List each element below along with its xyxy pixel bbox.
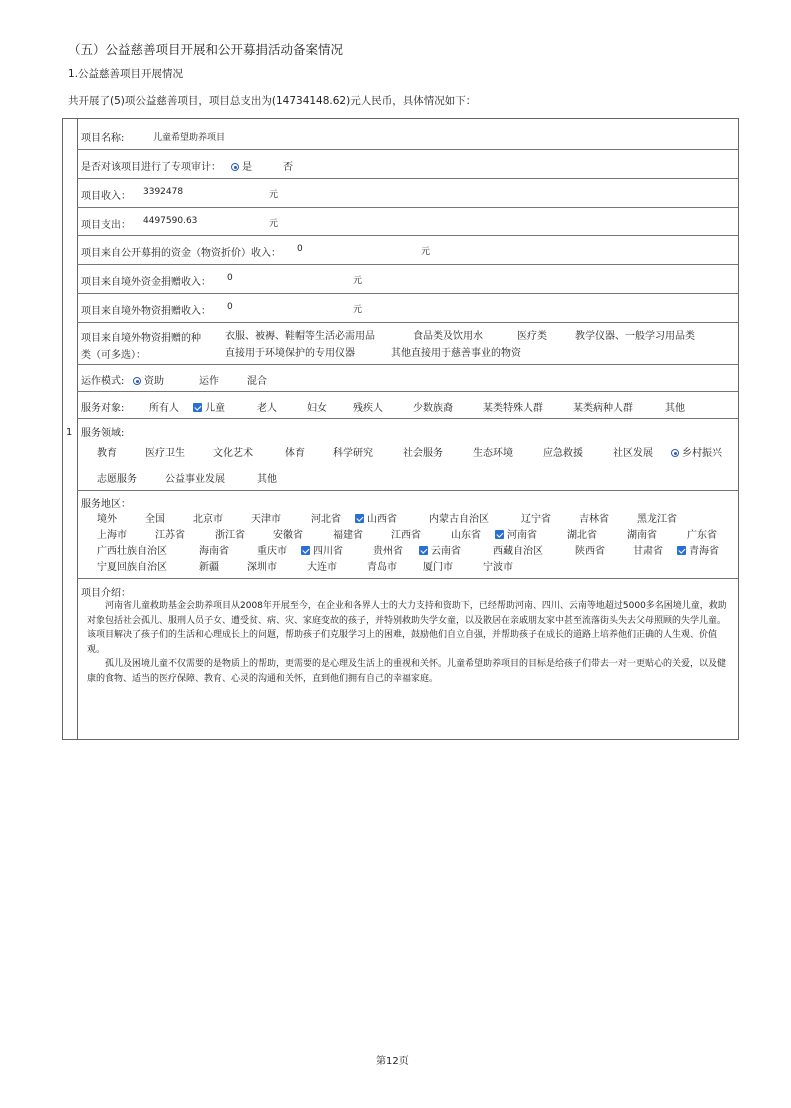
checkbox-checked-icon	[495, 530, 504, 539]
goods-option-env[interactable]: 直接用于环境保护的专用仪器	[225, 348, 355, 359]
region-shenzhen[interactable]: 深圳市	[247, 562, 277, 573]
income-value: 3392478	[143, 187, 184, 197]
row-public-fund	[77, 235, 738, 265]
region-xiamen[interactable]: 厦门市	[423, 562, 453, 573]
region-shanxi[interactable]: 山西省	[355, 510, 397, 525]
target-children[interactable]: 儿童	[193, 399, 225, 414]
region-hainan[interactable]: 海南省	[199, 546, 229, 557]
row-expense	[77, 207, 738, 236]
row-region	[77, 490, 738, 579]
region-yunnan[interactable]: 云南省	[419, 542, 461, 557]
public-fund-label: 项目来自公开募捐的资金（物资折价）收入：	[81, 248, 281, 259]
region-national[interactable]: 全国	[145, 514, 165, 525]
mode-option-mixed[interactable]: 混合	[247, 376, 267, 387]
field-medical[interactable]: 医疗卫生	[145, 448, 185, 459]
radio-selected-icon	[671, 449, 679, 457]
region-fujian[interactable]: 福建省	[333, 530, 363, 541]
intro-paragraph-1: 河南省儿童救助基金会助养项目从2008年开展至今，在企业和各界人士的大力支持和资助下，已经帮助河南、四川、云南等地超过5000多名困境儿童，救助对象包括社会孤儿、服刑人员子女、遭受贫、病、灾、家庭变故的孩子，并特别救助失学女童，以及散居在亲戚朋友家中甚至流落街头失去父母照顾的失学儿童。该项目解决了孩子们的生活和心理成长上的问题，帮助孩子们克服学习上的困难，鼓励他们自立自强，并帮助孩子在成长的道路上培养他们正确的人生观、价值观。	[87, 601, 727, 655]
target-special[interactable]: 某类特殊人群	[483, 403, 543, 414]
region-chongqing[interactable]: 重庆市	[257, 546, 287, 557]
checkbox-checked-icon	[193, 403, 202, 412]
field-social[interactable]: 社会服务	[403, 448, 443, 459]
field-rescue[interactable]: 应急救援	[543, 448, 583, 459]
region-shanghai[interactable]: 上海市	[97, 530, 127, 541]
page-number: 第12页	[376, 1056, 409, 1067]
public-fund-unit: 元	[421, 247, 431, 257]
region-tibet[interactable]: 西藏自治区	[493, 546, 543, 557]
row-audit	[77, 149, 738, 179]
goods-option-clothes[interactable]: 衣服、被褥、鞋帽等生活必需用品	[225, 331, 375, 342]
row-foreign-goods	[77, 293, 738, 323]
checkbox-checked-icon	[419, 546, 428, 555]
foreign-fund-value: 0	[227, 273, 233, 283]
field-science[interactable]: 科学研究	[333, 448, 373, 459]
sub-title: 1.公益慈善项目开展情况	[68, 68, 184, 80]
goods-option-teaching[interactable]: 教学仪器、一般学习用品类	[575, 331, 695, 342]
region-sichuan[interactable]: 四川省	[301, 542, 343, 557]
foreign-fund-unit: 元	[353, 276, 363, 286]
audit-no-option[interactable]: 否	[283, 162, 293, 173]
project-form-table	[62, 118, 739, 740]
region-ningbo[interactable]: 宁波市	[483, 562, 513, 573]
field-community[interactable]: 社区发展	[613, 448, 653, 459]
row-goods-types	[77, 322, 738, 365]
foreign-goods-value: 0	[227, 302, 233, 312]
project-details	[77, 119, 738, 739]
target-other[interactable]: 其他	[665, 403, 685, 414]
mode-option-fund[interactable]: 资助	[133, 372, 164, 387]
row-income	[77, 178, 738, 208]
goods-option-medical[interactable]: 医疗类	[517, 331, 547, 342]
foreign-fund-label: 项目来自境外资金捐赠收入：	[81, 277, 211, 288]
row-intro	[77, 578, 738, 741]
checkbox-checked-icon	[677, 546, 686, 555]
row-field	[77, 418, 738, 491]
target-disabled[interactable]: 残疾人	[353, 403, 383, 414]
region-xinjiang[interactable]: 新疆	[199, 562, 219, 573]
target-label: 服务对象:	[81, 403, 125, 414]
audit-label: 是否对该项目进行了专项审计：	[81, 162, 221, 173]
region-henan[interactable]: 河南省	[495, 526, 537, 541]
name-label: 项目名称:	[81, 133, 125, 144]
foreign-goods-unit: 元	[353, 305, 363, 315]
region-heilongjiang[interactable]: 黑龙江省	[637, 514, 677, 525]
public-fund-value: 0	[297, 244, 303, 254]
field-culture[interactable]: 文化艺术	[213, 448, 253, 459]
region-guangxi[interactable]: 广西壮族自治区	[97, 546, 167, 557]
radio-selected-icon	[231, 163, 239, 171]
field-education[interactable]: 教育	[97, 448, 117, 459]
region-hunan[interactable]: 湖南省	[627, 530, 657, 541]
region-hebei[interactable]: 河北省	[311, 514, 341, 525]
goods-option-other[interactable]: 其他直接用于慈善事业的物资	[391, 348, 521, 359]
field-rural[interactable]: 乡村振兴	[671, 444, 722, 459]
region-hubei[interactable]: 湖北省	[567, 530, 597, 541]
goods-type-label-2: 类（可多选）：	[81, 350, 146, 361]
income-unit: 元	[269, 190, 279, 200]
mode-option-operate[interactable]: 运作	[199, 376, 219, 387]
mode-label: 运作模式:	[81, 376, 125, 387]
row-index: 1	[66, 427, 73, 438]
income-label: 项目收入：	[81, 191, 131, 202]
region-liaoning[interactable]: 辽宁省	[521, 514, 551, 525]
field-label: 服务领域:	[81, 428, 125, 439]
region-qinghai[interactable]: 青海省	[677, 542, 719, 557]
region-label: 服务地区：	[81, 499, 131, 510]
field-sports[interactable]: 体育	[285, 448, 305, 459]
field-public-welfare[interactable]: 公益事业发展	[165, 474, 225, 485]
row-mode	[77, 364, 738, 392]
region-shandong[interactable]: 山东省	[451, 530, 481, 541]
region-beijing[interactable]: 北京市	[193, 514, 223, 525]
expense-value: 4497590.63	[143, 216, 198, 226]
expense-label: 项目支出：	[81, 220, 131, 231]
field-other[interactable]: 其他	[257, 474, 277, 485]
row-project-name	[77, 119, 738, 150]
region-ningxia[interactable]: 宁夏回族自治区	[97, 562, 167, 573]
region-inner-mongolia[interactable]: 内蒙古自治区	[429, 514, 489, 525]
region-dalian[interactable]: 大连市	[307, 562, 337, 573]
intro-paragraph-2: 孤儿及困境儿童不仅需要的是物质上的帮助，更需要的是心理及生活上的重视和关怀。儿童希望助养项目的目标是给孩子们带去一对一更贴心的关爱，以及健康的食物、适当的医疗保障、教育、心灵的沟通和关怀，直到他们拥有自己的幸福家庭。	[87, 659, 727, 684]
checkbox-checked-icon	[355, 514, 364, 523]
target-disease[interactable]: 某类病种人群	[573, 403, 633, 414]
region-jilin[interactable]: 吉林省	[579, 514, 609, 525]
field-volunteer[interactable]: 志愿服务	[97, 474, 137, 485]
expense-unit: 元	[269, 219, 279, 229]
target-women[interactable]: 妇女	[307, 403, 327, 414]
foreign-goods-label: 项目来自境外物资捐赠收入：	[81, 306, 211, 317]
region-anhui[interactable]: 安徽省	[273, 530, 303, 541]
region-gansu[interactable]: 甘肃省	[633, 546, 663, 557]
target-all[interactable]: 所有人	[149, 403, 179, 414]
goods-option-food[interactable]: 食品类及饮用水	[413, 331, 483, 342]
name-value: 儿童希望助养项目	[153, 133, 226, 143]
checkbox-checked-icon	[301, 546, 310, 555]
section-title: （五）公益慈善项目开展和公开募捐活动备案情况	[68, 42, 344, 57]
summary-text: 共开展了(5)项公益慈善项目，项目总支出为(14734148.62)元人民币，具体情况如下：	[68, 95, 477, 107]
region-qingdao[interactable]: 青岛市	[367, 562, 397, 573]
row-foreign-fund	[77, 264, 738, 294]
region-tianjin[interactable]: 天津市	[251, 514, 281, 525]
target-elderly[interactable]: 老人	[257, 403, 277, 414]
region-guangdong[interactable]: 广东省	[687, 530, 717, 541]
audit-yes-option[interactable]: 是	[231, 158, 252, 173]
intro-label: 项目介绍：	[81, 588, 131, 599]
target-minority[interactable]: 少数族裔	[413, 403, 453, 414]
field-ecology[interactable]: 生态环境	[473, 448, 513, 459]
region-zhejiang[interactable]: 浙江省	[215, 530, 245, 541]
region-guizhou[interactable]: 贵州省	[373, 546, 403, 557]
index-column	[63, 119, 78, 739]
goods-type-label: 项目来自境外物资捐赠的种	[81, 333, 201, 344]
radio-selected-icon	[133, 377, 141, 385]
row-target	[77, 391, 738, 419]
region-shaanxi[interactable]: 陕西省	[575, 546, 605, 557]
region-overseas[interactable]: 境外	[97, 514, 117, 525]
region-jiangxi[interactable]: 江西省	[391, 530, 421, 541]
region-jiangsu[interactable]: 江苏省	[155, 530, 185, 541]
